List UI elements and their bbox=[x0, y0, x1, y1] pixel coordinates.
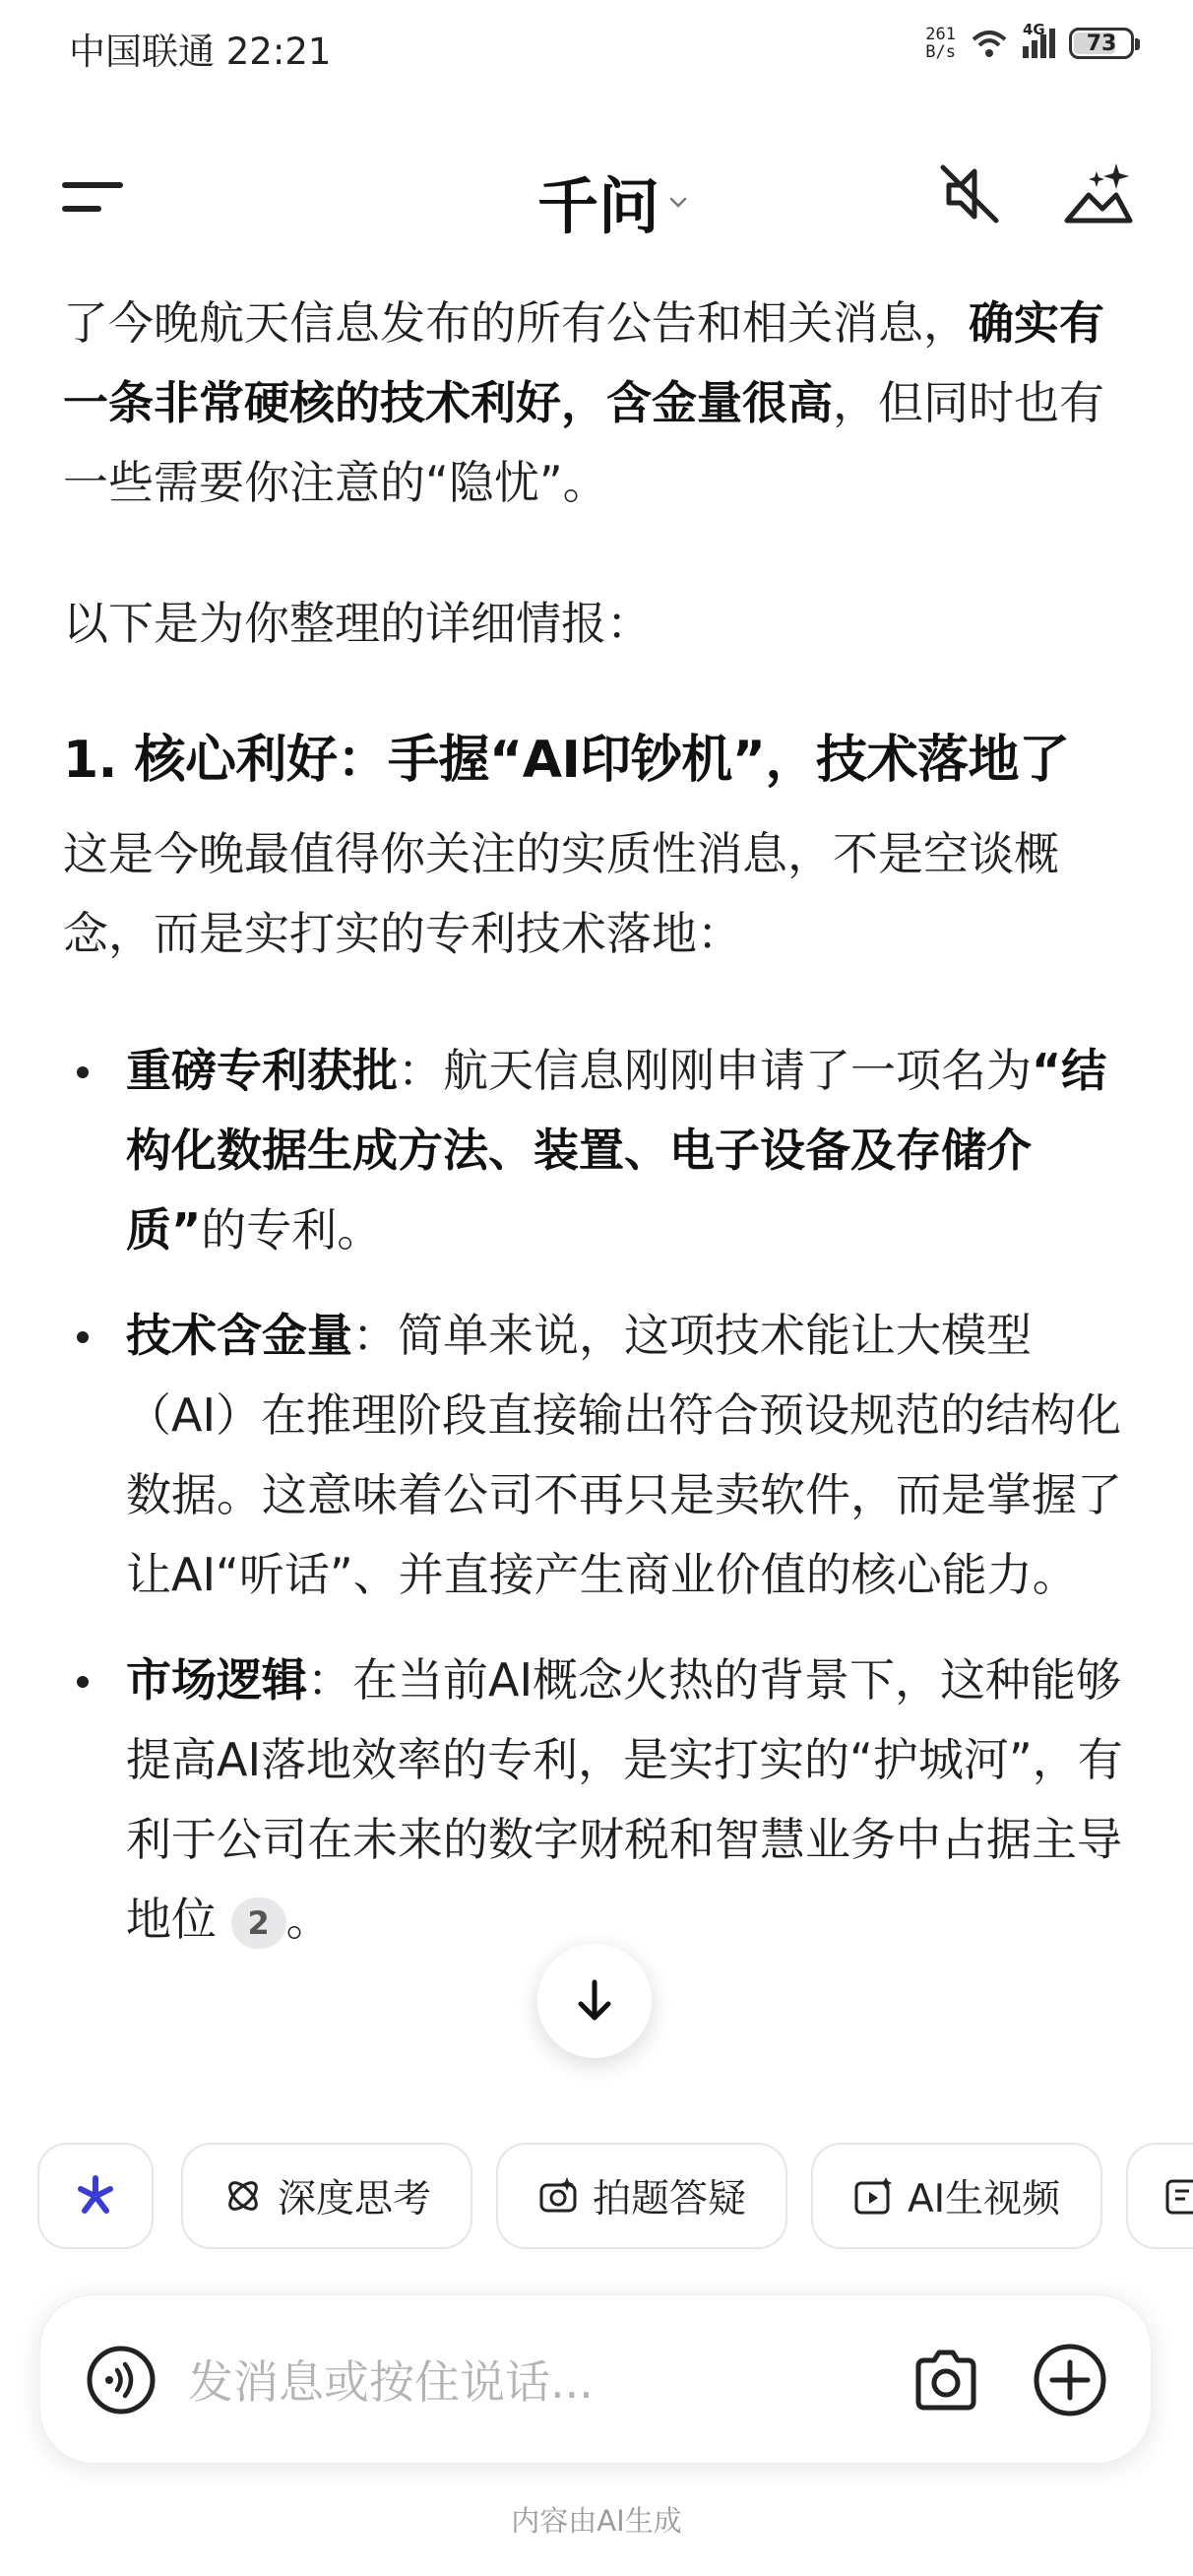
chip-label: 深度思考 bbox=[278, 2177, 432, 2222]
net-speed-value: 261 bbox=[925, 25, 956, 44]
spacer bbox=[63, 974, 1136, 1031]
bullet-text: ：航天信息刚刚申请了一项名为 bbox=[398, 1044, 1032, 1097]
bullet-bold: “结构化数据生成方法、装置、电子设备及存储介质” bbox=[126, 1044, 1107, 1256]
list-item bbox=[63, 1641, 1136, 1960]
intro-paragraph bbox=[63, 284, 1136, 523]
bullet-text: ：简单来说，这项技术能让大模型（AI）在推理阶段直接输出符合预设规范的结构化数据。这意味着公司不再只是卖软件，而是掌握了让AI“听话”、并直接产生商业价值的核心能力。 bbox=[126, 1309, 1122, 1601]
bullet-label: 技术含金量 bbox=[126, 1309, 352, 1362]
camera-question-icon bbox=[537, 2175, 579, 2217]
chip-ai-video[interactable] bbox=[811, 2143, 1102, 2249]
camera-icon[interactable] bbox=[910, 2345, 981, 2415]
signal-label: 4G bbox=[1023, 21, 1045, 38]
intro-bold: 确实有一条非常硬核的技术利好，含金量很高 bbox=[63, 296, 1104, 429]
speaker-muted-icon[interactable] bbox=[935, 160, 1004, 228]
deep-think-icon bbox=[222, 2175, 264, 2217]
spacer bbox=[63, 801, 1136, 814]
chip-label: 拍题答疑 bbox=[593, 2177, 747, 2222]
new-chat-icon[interactable] bbox=[1059, 156, 1138, 230]
bullet-label: 重磅专利获批 bbox=[126, 1044, 398, 1097]
bullet-label: 市场逻辑 bbox=[126, 1653, 307, 1707]
citation-badge[interactable]: 2 bbox=[231, 1898, 286, 1949]
status-icons bbox=[925, 21, 1134, 62]
arrow-down-icon bbox=[570, 1976, 619, 2026]
status-bar bbox=[0, 0, 1193, 98]
list-item bbox=[63, 1296, 1136, 1615]
app-header bbox=[0, 128, 1193, 266]
intro-text-2: ，但同时也有一些需要你注意的“隐忧”。 bbox=[63, 376, 1104, 509]
chip-deep-think[interactable] bbox=[181, 2143, 472, 2249]
message-composer bbox=[39, 2294, 1152, 2464]
menu-icon[interactable] bbox=[59, 167, 128, 226]
summary-paragraph: 以下是为你整理的详细情报： bbox=[63, 597, 652, 650]
voice-input-icon[interactable] bbox=[86, 2345, 157, 2415]
clock: 22:21 bbox=[225, 31, 332, 73]
chip-more[interactable] bbox=[1126, 2143, 1193, 2249]
bullet-text-end: 的专利。 bbox=[201, 1203, 383, 1256]
intro-text-1: 了今晚航天信息发布的所有公告和相关消息， bbox=[63, 296, 969, 350]
spacer bbox=[63, 523, 1136, 584]
spacer bbox=[63, 664, 1136, 721]
battery-level: 73 bbox=[1086, 31, 1117, 56]
bullet-text-end: 。 bbox=[285, 1893, 332, 1946]
ai-disclaimer: 内容由AI生成 bbox=[511, 2504, 682, 2538]
model-selector[interactable] bbox=[537, 158, 689, 245]
carrier-name: 中国联通 bbox=[69, 31, 215, 73]
chat-message bbox=[63, 284, 1136, 1985]
cell-signal-icon bbox=[1023, 21, 1055, 58]
chevron-down-icon bbox=[667, 191, 689, 213]
message-input[interactable]: 发消息或按住说话... bbox=[188, 2355, 594, 2409]
section-heading: 1. 核心利好：手握“AI印钞机”，技术落地了 bbox=[63, 731, 1070, 790]
chip-label: AI生视频 bbox=[908, 2177, 1061, 2222]
bullet-list bbox=[63, 1031, 1136, 1960]
quick-action-chips bbox=[37, 2143, 1193, 2253]
net-speed bbox=[925, 26, 956, 61]
list-item bbox=[63, 1031, 1136, 1270]
qwen-logo-icon bbox=[73, 2173, 118, 2219]
add-icon[interactable] bbox=[1033, 2343, 1107, 2417]
bullet-text: ：在当前AI概念火热的背景下，这种能够提高AI落地效率的专利，是实打实的“护城河”，有利于公司在未来的数字财税和智慧业务中占据主导地位 bbox=[126, 1653, 1123, 1946]
net-speed-unit: B/s bbox=[925, 42, 956, 62]
carrier-time bbox=[69, 22, 331, 75]
chip-photo-question[interactable] bbox=[496, 2143, 787, 2249]
edit-icon bbox=[1163, 2175, 1193, 2217]
chip-qwen[interactable] bbox=[37, 2143, 154, 2249]
wifi-icon bbox=[970, 26, 1009, 61]
video-icon bbox=[852, 2175, 894, 2217]
battery-icon bbox=[1069, 28, 1134, 59]
page-title: 千问 bbox=[537, 170, 660, 242]
section-lead: 这是今晚最值得你关注的实质性消息，不是空谈概念，而是实打实的专利技术落地： bbox=[63, 827, 1059, 960]
scroll-to-bottom-button[interactable] bbox=[537, 1944, 652, 2058]
